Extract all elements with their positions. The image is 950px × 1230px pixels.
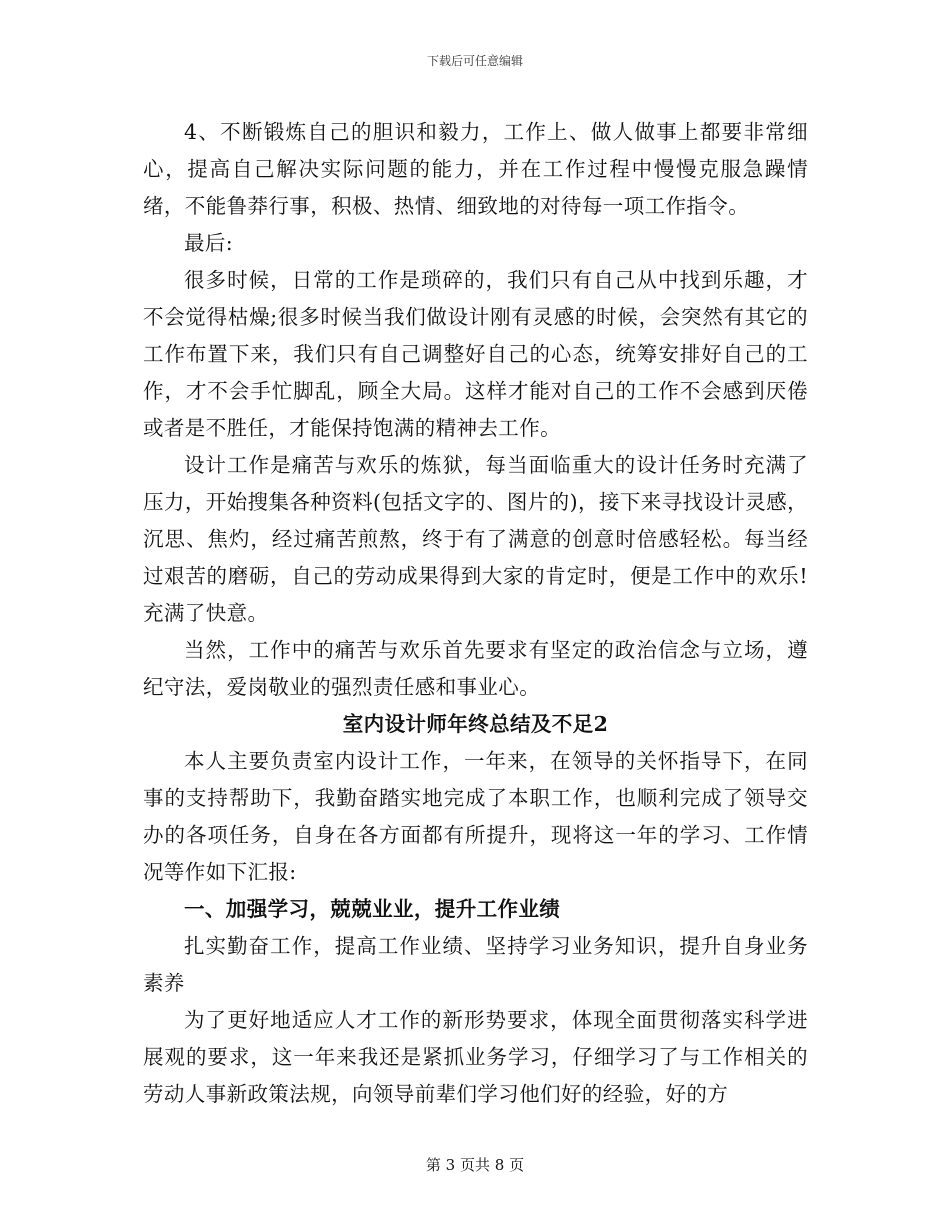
paragraph-daily-work: 很多时候，日常的工作是琐碎的，我们只有自己从中找到乐趣，才不会觉得枯燥;很多时候当我们做设计刚有灵感的时候，会突然有其它的工作布置下来，我们只有自己调整好自己的心态，统筹安排好自己的工作，才不会手忙脚乱，顾全大局。这样才能对自己的工作不会感到厌倦或者是不胜任，才能保持饱满的精神去工作。 — [143, 268, 808, 440]
section-title: 室内设计师年终总结及不足2 — [342, 712, 609, 736]
paragraph-intro: 本人主要负责室内设计工作，一年来，在领导的关怀指导下，在同事的支持帮助下，我勤奋踏实地完成了本职工作，也顺利完成了领导交办的各项任务，自身在各方面都有所提升，现将这一年的学习、工作情况等作如下汇报: — [143, 749, 808, 884]
page-number-footer: 第 3 页共 8 页 — [425, 1156, 525, 1174]
paragraph-finally-label: 最后: — [184, 231, 234, 255]
paragraph-political-belief: 当然，工作中的痛苦与欢乐首先要求有坚定的政治信念与立场，遵纪守法，爱岗敬业的强烈责任感和事业心。 — [143, 638, 808, 699]
paragraph-study-diligently: 扎实勤奋工作，提高工作业绩、坚持学习业务知识，提升自身业务素养 — [143, 934, 808, 995]
paragraph-item-4: 4、不断锻炼自己的胆识和毅力，工作上、做人做事上都要非常细心，提高自己解决实际问题的能力，并在工作过程中慢慢克服急躁情绪，不能鲁莽行事，积极、热情、细致地的对待每一项工作指令。 — [143, 120, 808, 218]
page-header-note: 下载后可任意编辑 — [426, 54, 523, 68]
sub-heading: 一、加强学习，兢兢业业，提升工作业绩 — [184, 897, 561, 921]
paragraph-adapt-requirements: 为了更好地适应人才工作的新形势要求，体现全面贯彻落实科学进展观的要求，这一年来我还是紧抓业务学习，仔细学习了与工作相关的劳动人事新政策法规，向领导前辈们学习他们好的经验，好的方 — [143, 1008, 808, 1106]
paragraph-design-work: 设计工作是痛苦与欢乐的炼狱，每当面临重大的设计任务时充满了压力，开始搜集各种资料(包括文字的、图片的)，接下来寻找设计灵感，沉思、焦灼，经过痛苦煎熬，终于有了满意的创意时倍感轻松。每当经过艰苦的磨砺，自己的劳动成果得到大家的肯定时，便是工作中的欢乐!充满了快意。 — [143, 453, 808, 625]
document-body — [143, 114, 808, 1113]
